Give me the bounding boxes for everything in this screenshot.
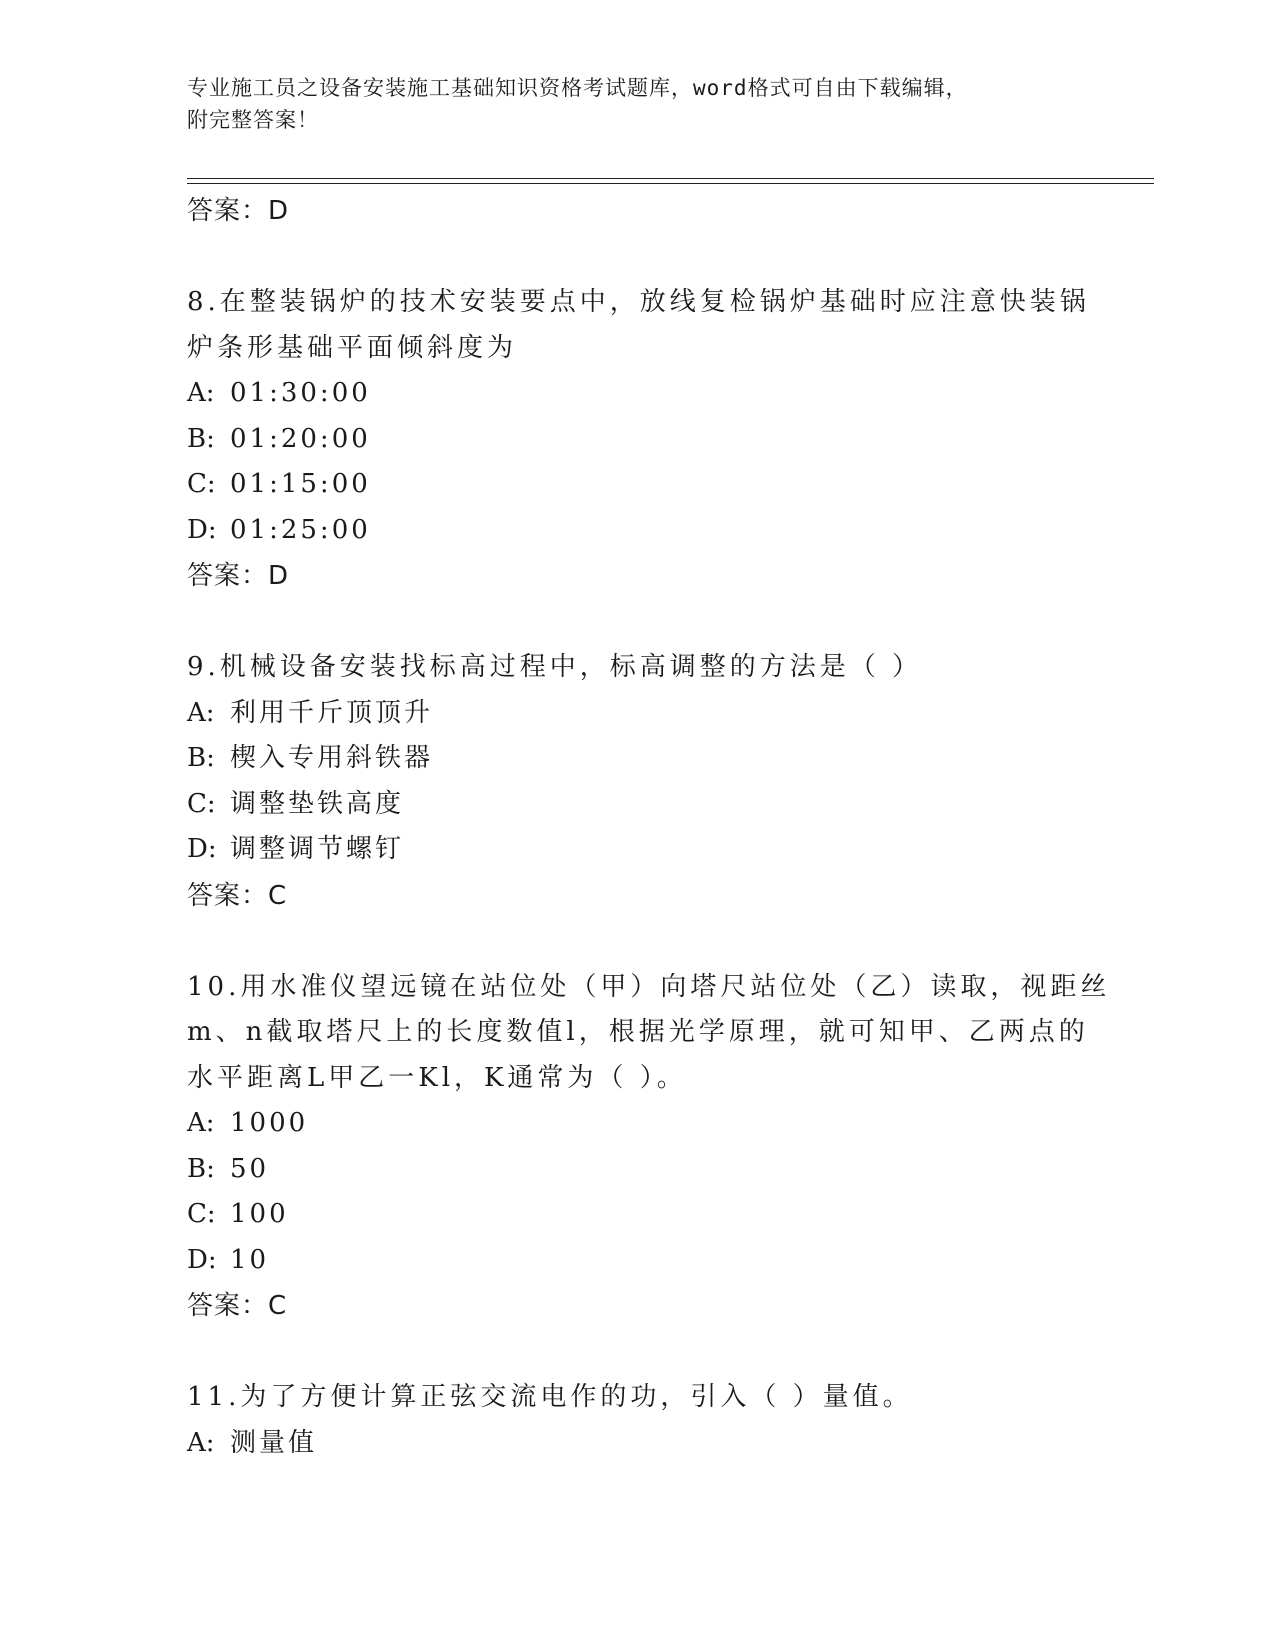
- option-a: [187, 371, 1087, 417]
- option-text: 10: [230, 1244, 270, 1275]
- option-label: C:: [187, 469, 216, 499]
- question-list: [187, 188, 1111, 1466]
- option-text: 1000: [230, 1108, 309, 1138]
- question-block: [187, 645, 1087, 919]
- option-text: 01:25:00: [230, 514, 371, 545]
- question-text: 9.机械设备安装找标高过程中，标高调整的方法是（ ）: [187, 652, 923, 682]
- header-divider-top: [187, 178, 1154, 179]
- option-label: D:: [187, 834, 217, 864]
- question-text: m、n截取塔尺上的长度数值l，根据光学原理，就可知甲、乙两点的: [187, 1017, 1089, 1047]
- option-label: D:: [187, 1244, 217, 1275]
- question-block: [187, 280, 1090, 599]
- option-a: [187, 691, 1087, 737]
- option-text: 调整调节螺钉: [230, 834, 405, 864]
- option-label: A:: [187, 697, 215, 728]
- question-text: 水平距离L甲乙一Kl，K通常为（ ）。: [187, 1062, 687, 1093]
- option-a: [187, 1101, 1087, 1147]
- option-text: 50: [230, 1153, 270, 1184]
- option-d: [187, 1238, 1087, 1284]
- option-label: C:: [187, 788, 216, 819]
- option-b: [187, 736, 1087, 782]
- option-label: B:: [187, 743, 215, 773]
- answer-line: 答案：C: [187, 1291, 288, 1321]
- option-b: [187, 417, 1087, 463]
- option-label: B:: [187, 1153, 215, 1184]
- option-text: 测量值: [230, 1427, 318, 1458]
- answer-line: 答案：C: [187, 880, 288, 911]
- question-block: [187, 965, 1111, 1330]
- option-label: D:: [187, 514, 217, 545]
- question-text: 10.用水准仪望远镜在站位处（甲）向塔尺站位处（乙）读取，视距丝: [187, 971, 1111, 1002]
- question-text: 炉条形基础平面倾斜度为: [187, 332, 518, 363]
- option-text: 楔入专用斜铁器: [230, 743, 434, 773]
- document-header: [187, 72, 1067, 136]
- option-c: [187, 782, 1087, 828]
- answer-line: 答案：D: [187, 561, 290, 591]
- option-text: 利用千斤顶顶升: [230, 697, 434, 728]
- option-text: 调整垫铁高度: [230, 788, 405, 819]
- option-label: A:: [187, 1427, 215, 1458]
- option-text: 01:30:00: [230, 378, 371, 408]
- option-text: 100: [230, 1199, 289, 1229]
- option-a: [187, 1421, 1087, 1467]
- option-label: C:: [187, 1199, 216, 1229]
- option-text: 01:20:00: [230, 423, 371, 454]
- option-d: [187, 827, 1087, 873]
- answer-line: 答案：D: [187, 196, 290, 226]
- option-d: [187, 508, 1087, 554]
- option-c: [187, 462, 1087, 508]
- option-b: [187, 1147, 1087, 1193]
- header-divider-bottom: [187, 183, 1154, 184]
- option-label: A:: [187, 378, 215, 408]
- option-c: [187, 1192, 1087, 1238]
- question-text: 8.在整装锅炉的技术安装要点中，放线复检锅炉基础时应注意快装锅: [187, 287, 1090, 317]
- header-line-1: 专业施工员之设备安装施工基础知识资格考试题库，word格式可自由下载编辑，: [187, 76, 968, 100]
- option-text: 01:15:00: [230, 469, 371, 499]
- option-label: A:: [187, 1108, 215, 1138]
- question-block: [187, 1375, 1087, 1466]
- option-label: B:: [187, 423, 215, 454]
- header-line-2: 附完整答案！: [187, 108, 319, 132]
- question-text: 11.为了方便计算正弦交流电作的功，引入（ ）量值。: [187, 1382, 913, 1412]
